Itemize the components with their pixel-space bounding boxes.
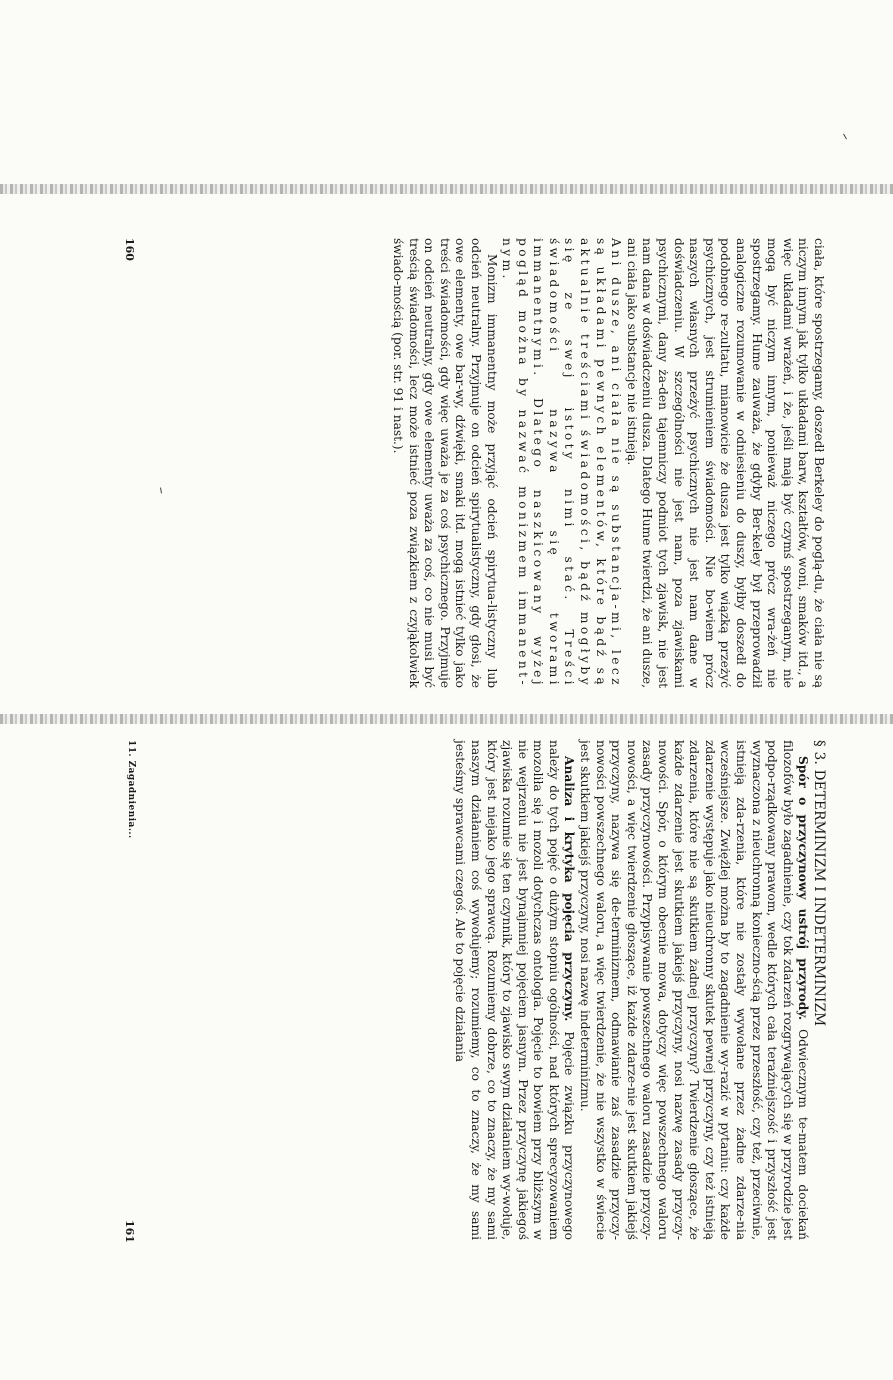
page-160-para2: Monizm immanentny może przyjąć odcień spirytua-listyczny lub odcień neutralny. Przyjmuje on odcień spirytualistyczny, gdy głosi, że owe elementy, owe bar-wy, dźwięki, smaki itd. mogą istnieć tylko jako treści świadomości, gdy więc uważa je za coś psychicznego. Przyjmuje on odcień neutralny, gdy owe elementy uważa za coś, co nie musi być treścią świadomości, lecz może istnieć poza związkiem z czyjąkolwiek świado-mością (por. str. 91 i nast.). xyxy=(390,238,499,688)
page-161-para1: Odwiecznym te-matem dociekań filozofów było zagadnienie, czy tok zdarzeń rozgrywających się w przyrodzie jest podpo-rządkowany prawom, wedle których cała teraźniejszość i przyszłość jest wyznaczona z nieuchronną konieczno-ścią przez przeszłość, czy też, przeciwnie, istnieją zda-rzenia, które nie zostały wywołane przez żadne zdarze-nia wcześniejsze. Zwięźlej można by to zagadnienie wy-razić w pytaniu: czy każde zdarzenie występuje jako nieuchronny skutek pewnej przyczyny, czy też istnieją zdarzenia, które nie są skutkiem żadnej przyczyny? Twierdzenie głoszące, że każde zdarzenie jest skutkiem jakiejś przyczyny, nosi nazwę zasady przyczy-nowości. Spór, o którym obecnie mowa, dotyczy więc powszechnego waloru zasady przyczynowości. Przypisywanie powszechnego waloru zasadzie przyczy-nowości, a więc twierdzenie głoszące, iż każde zdarze-nie jest skutkiem jakiejś przyczyny, nazywa się de-terminizmem, odmawianie zaś zasadzie przyczy-nowości powszechnego waloru, a więc twierdzenie, że nie wszystko w świecie jest skutkiem jakiejś przyczyny, nosi nazwę indeterminizmu. xyxy=(578,740,811,1241)
page-161-para2-lead: Analiza i krytyka pojęcia przyczyny. xyxy=(562,756,577,1022)
scan-speck xyxy=(843,134,847,140)
page-161-number: 161 xyxy=(123,1220,136,1243)
page-161-footer: 11. Zagadnienia... xyxy=(126,740,136,839)
page-161-container xyxy=(123,740,827,1380)
page-161-text xyxy=(452,740,826,1240)
page-161-para1-lead: Spór o przyczynowy ustrój przyrody. xyxy=(796,756,811,1021)
page-161-heading: § 3. DETERMINIZM I INDETERMINIZM xyxy=(811,740,827,1027)
page-160-para1-spaced: Ani dusze, ani ciała nie są substancja-mi, lecz są układami pewnych elementów, które bądź są aktualnie treściami świadomości, bądź mogłyby się ze swej istoty nimi stać. Treści świadomości nazywa się tworami immanentnymi. Dlatego naszkicowany wyżej pogląd można by nazwać monizmem immanent-nym. xyxy=(500,238,624,688)
page-160-text xyxy=(389,238,826,688)
page-160-number: 160 xyxy=(123,238,136,261)
page-161-para2: Pojęcie związku przyczynowego należy do tych pojęć o dużym stopniu ogólności, nad których sprecyzowaniem mozoliła się i mozoli dotychczas ontologia. Pojęcie to bowiem przy bliższym w nie wejrzeniu nie jest bynajmniej pojęciem jasnym. Przez przyczynę jakiegoś zjawiska rozumie się ten czynnik, który to zjawisko swym działaniem wy-wołuje, który jest niejako jego sprawcą. Rozumiemy dobrze, co to znaczy, że my sami naszym działaniem coś wywołujemy; rozumiemy, co to znaczy, że my sami jesteśmy sprawcami czegoś. Ale to pojęcie działania xyxy=(453,740,577,1240)
page-160-para1: ciała, które spostrzegamy, doszedł Berkeley do poglą-du, że ciała nie są niczym innym jak tylko układami barw, kształtów, woni, smaków itd., a więc układami wrażeń, i że, jeśli mają być czymś spostrzeganym, nie mogą być niczym innym, ponieważ niczego prócz wra-żeń nie spostrzegamy. Hume zauważa, że gdyby Ber-keley był przeprowadził analogiczne rozumowanie w odniesieniu do duszy, byłby doszedł do podobnego re-zultatu, mianowicie że dusza jest tylko wiązką przeżyć psychicznych, jest strumieniem świadomości. Nie bo-wiem prócz naszych własnych przeżyć psychicznych nie jest nam dane w doświadczeniu. W szczególności nie jest nam, poza zjawiskami psychicznymi, dany ża-den tajemniczy podmiot tych zjawisk, nie jest nam dana w doświadczeniu dusza. Dlatego Hume twierdzi, że ani dusze, ani ciała jako substancje nie istnieją. xyxy=(624,238,826,688)
